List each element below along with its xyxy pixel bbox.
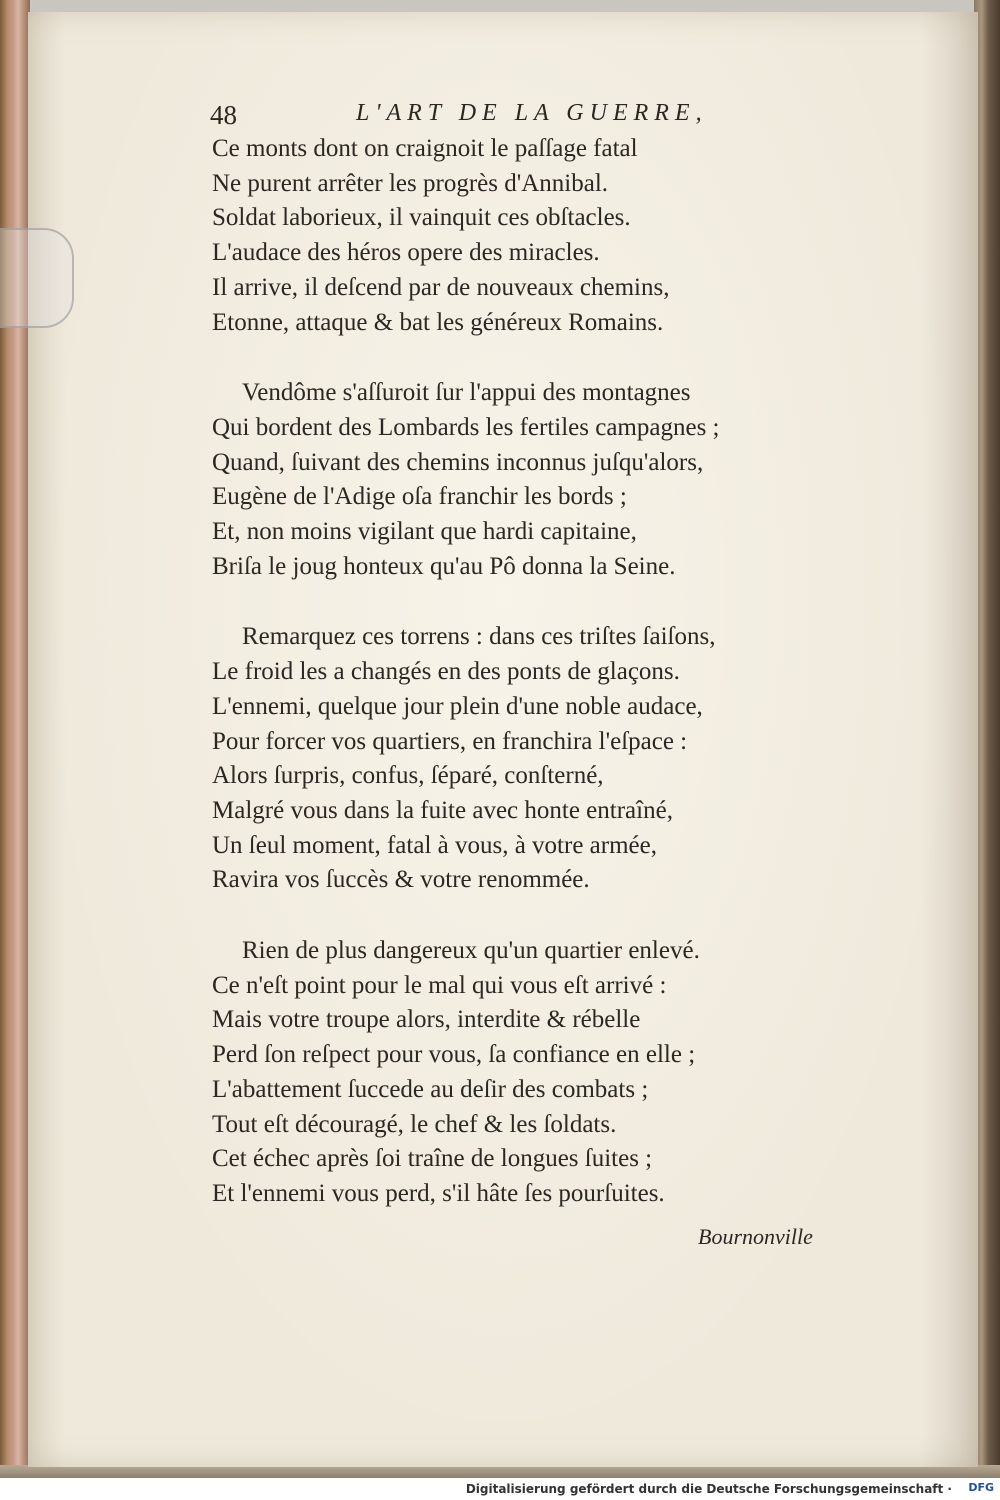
verse-line: Soldat laborieux, il vainquit ces obſtacles. xyxy=(212,204,631,232)
verse-line: Pour forcer vos quartiers, en franchira l'eſpace : xyxy=(212,727,688,755)
digitization-footer xyxy=(0,1478,1000,1500)
verse-line: Vendôme s'aſſuroit ſur l'appui des montagnes xyxy=(242,379,691,407)
verse-line: Ne purent arrêter les progrès d'Annibal. xyxy=(212,169,609,197)
verse-line: Ravira vos ſuccès & votre renommée. xyxy=(212,866,590,894)
page-clip xyxy=(0,228,74,328)
verse-line: Tout eſt découragé, le chef & les ſoldats. xyxy=(212,1110,617,1138)
dfg-logo-icon: DFG xyxy=(968,1481,994,1494)
verse-line: L'ennemi, quelque jour plein d'une noble audace, xyxy=(212,692,703,720)
running-head xyxy=(210,100,730,134)
stanza xyxy=(212,620,852,898)
stanza xyxy=(212,132,852,340)
verse-line: Ce n'eſt point pour le mal qui vous eſt arrivé : xyxy=(212,971,667,999)
verse-line: Cet échec après ſoi traîne de longues ſuites ; xyxy=(212,1145,653,1173)
footer-credit: Digitalisierung gefördert durch die Deutsche Forschungsgemeinschaft · xyxy=(465,1482,952,1496)
book-binding-left xyxy=(0,0,30,1478)
poem-text xyxy=(212,132,852,1248)
page-number: 48 xyxy=(210,100,237,130)
verse-line: Il arrive, il deſcend par de nouveaux chemins, xyxy=(212,273,670,301)
verse-line: Le froid les a changés en des ponts de glaçons. xyxy=(212,658,680,686)
verse-line: Rien de plus dangereux qu'un quartier enlevé. xyxy=(242,937,700,965)
verse-line: Et, non moins vigilant que hardi capitaine, xyxy=(212,518,637,546)
running-title: L'ART DE LA GUERRE, xyxy=(356,100,708,126)
verse-line: Et l'ennemi vous perd, s'il hâte ſes pourſuites. xyxy=(212,1179,665,1207)
verse-line: Alors ſurpris, confus, ſéparé, conſterné, xyxy=(212,762,604,790)
verse-line: Malgré vous dans la fuite avec honte entraîné, xyxy=(212,796,673,824)
catchword: Bournonville xyxy=(698,1224,813,1249)
verse-line: Qui bordent des Lombards les fertiles campagnes ; xyxy=(212,413,720,441)
verse-line: L'abattement ſuccede au deſir des combats ; xyxy=(212,1075,649,1103)
verse-line: Quand, ſuivant des chemins inconnus juſqu'alors, xyxy=(212,448,704,476)
verse-line: Ce monts dont on craignoit le paſſage fatal xyxy=(212,135,638,162)
stanza xyxy=(212,934,852,1212)
verse-line: Briſa le joug honteux qu'au Pô donna la Seine. xyxy=(212,552,676,580)
verse-line: Etonne, attaque & bat les généreux Romains. xyxy=(212,308,664,336)
verse-line: L'audace des héros opere des miracles. xyxy=(212,239,600,267)
verse-line: Un ſeul moment, fatal à vous, à votre armée, xyxy=(212,831,657,859)
verse-line: Eugène de l'Adige oſa franchir les bords ; xyxy=(212,483,627,511)
verse-line: Remarquez ces torrens : dans ces triſtes ſaiſons, xyxy=(242,623,716,651)
verse-line: Perd ſon reſpect pour vous, ſa confiance en elle ; xyxy=(212,1041,696,1069)
verse-line: Mais votre troupe alors, interdite & rébelle xyxy=(212,1006,641,1034)
stanza xyxy=(212,376,852,584)
